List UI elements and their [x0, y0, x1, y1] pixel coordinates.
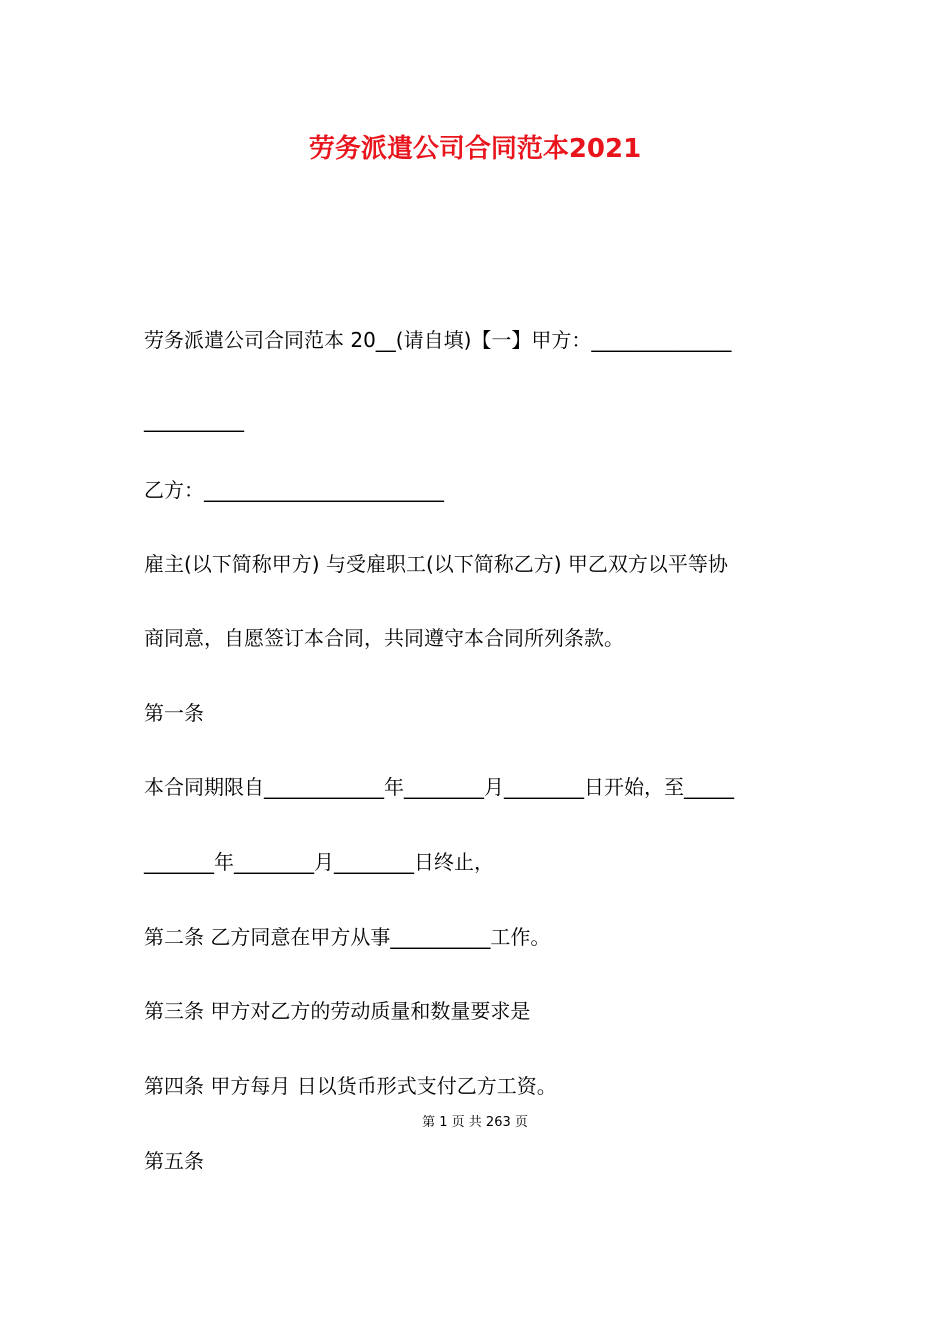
article-1-heading: 第一条 — [144, 701, 204, 725]
party-b-line: 乙方：________________________ — [144, 478, 444, 502]
preamble-line-2: 商同意，自愿签订本合同，共同遵守本合同所列条款。 — [144, 626, 624, 650]
article-1-term-line-2: _______年________月________日终止， — [144, 850, 494, 874]
party-a-blank-continuation: __________ — [144, 408, 244, 432]
article-4-line: 第四条 甲方每月 日以货币形式支付乙方工资。 — [144, 1074, 557, 1098]
intro-party-a-line: 劳务派遣公司合同范本 20__(请自填)【一】甲方：______________ — [144, 328, 732, 352]
document-title: 劳务派遣公司合同范本2021 — [308, 134, 642, 164]
preamble-line-1: 雇主(以下简称甲方) 与受雇职工(以下简称乙方) 甲乙双方以平等协 — [144, 552, 728, 576]
article-1-term-line-1: 本合同期限自____________年________月________日开始，至_____ — [144, 775, 734, 799]
page-number-footer: 第 1 页 共 263 页 — [422, 1115, 528, 1130]
article-5-heading: 第五条 — [144, 1149, 204, 1173]
article-2-line: 第二条 乙方同意在甲方从事__________工作。 — [144, 925, 551, 949]
article-3-line: 第三条 甲方对乙方的劳动质量和数量要求是 — [144, 999, 531, 1023]
